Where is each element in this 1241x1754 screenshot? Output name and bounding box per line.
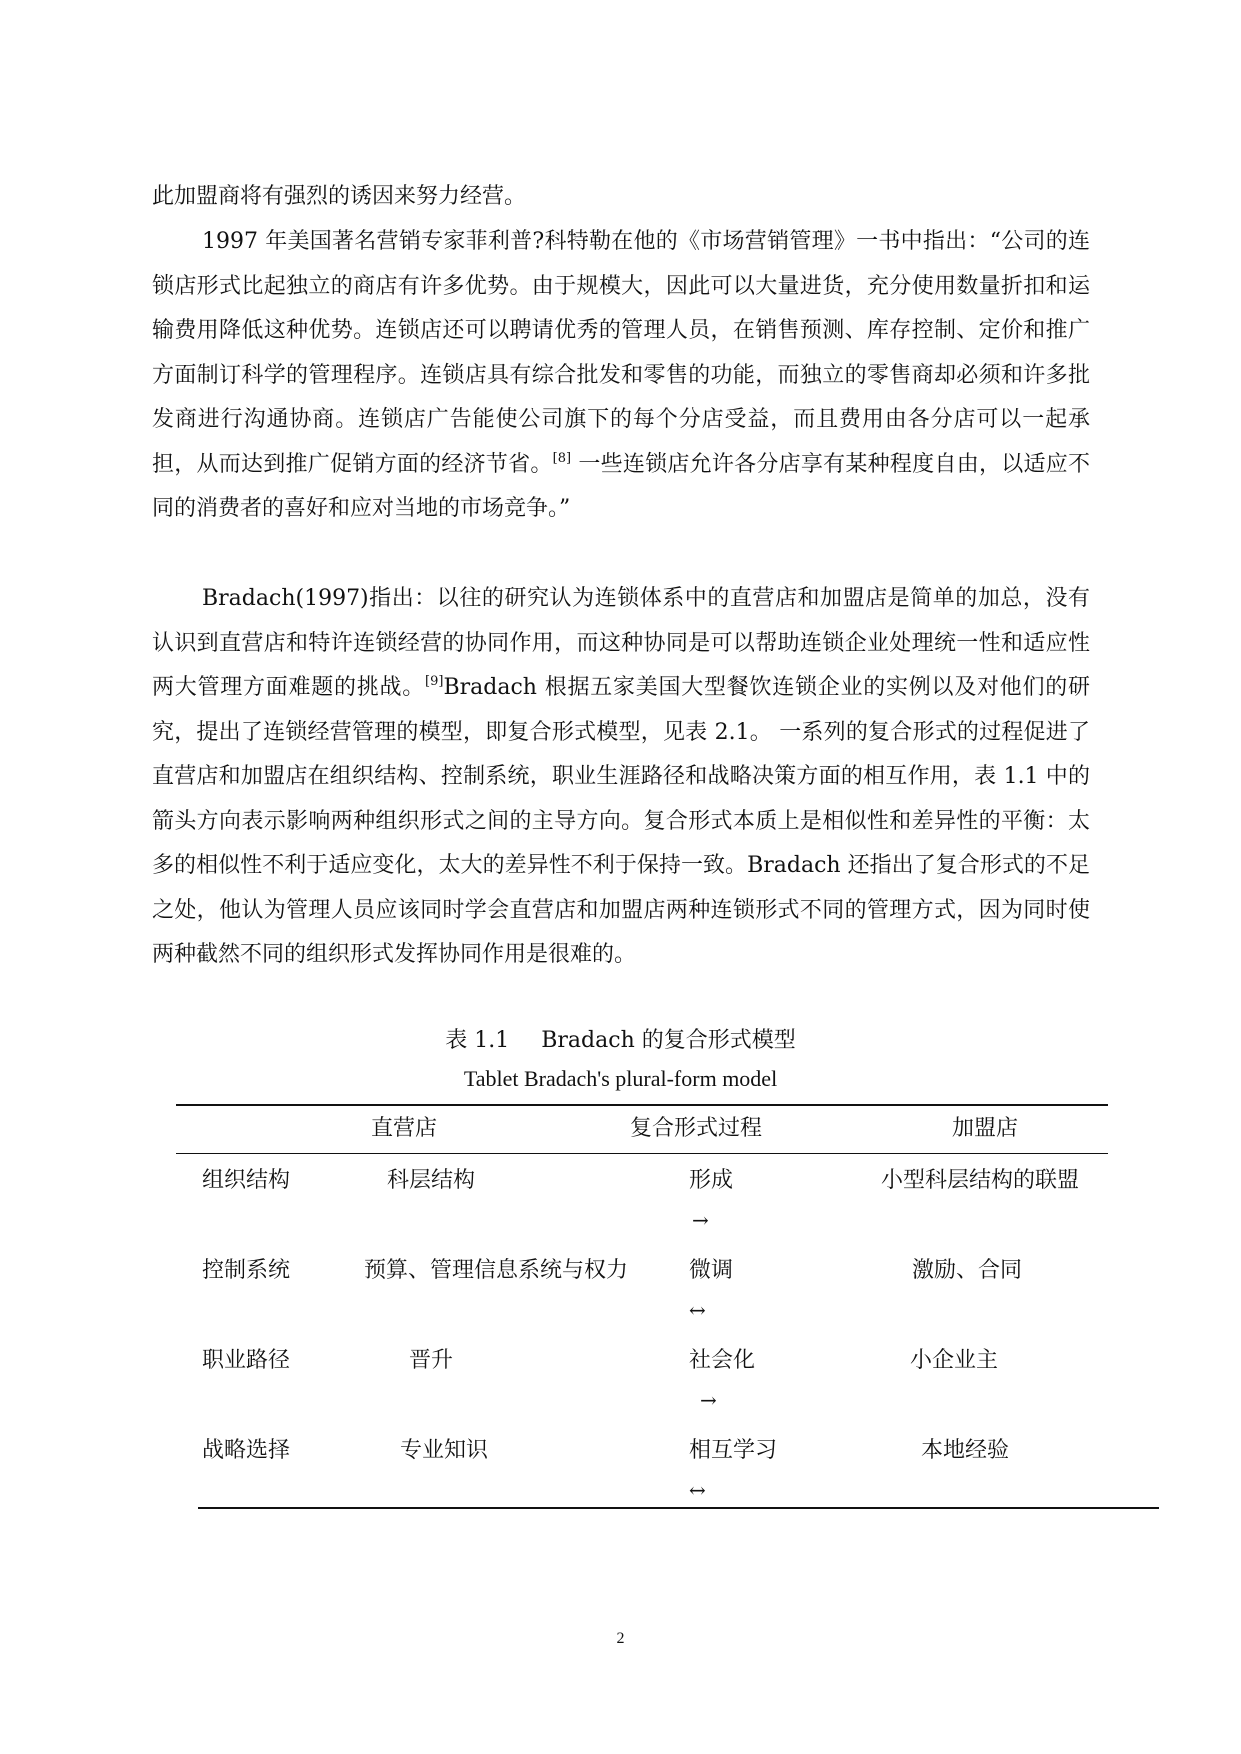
table-caption-english: Tablet Bradach's plural-form model [463, 1066, 778, 1091]
arrow-bidirectional-icon: ↔ [689, 1478, 706, 1502]
row-label-org-structure: 组织结构 [202, 1168, 291, 1193]
row-label-career-path: 职业路径 [202, 1348, 291, 1373]
arrow-bidirectional-icon: ↔ [689, 1298, 706, 1322]
arrow-right-icon: → [692, 1208, 709, 1232]
table-top-rule [176, 1104, 1108, 1106]
cell-process: 相互学习 [689, 1438, 778, 1463]
cell-process: 社会化 [689, 1348, 756, 1373]
header-franchise-store: 加盟店 [951, 1116, 1019, 1141]
cell-direct: 科层结构 [386, 1168, 476, 1193]
cell-franchise: 小型科层结构的联盟 [880, 1168, 1080, 1193]
row-label-control-system: 控制系统 [202, 1258, 291, 1283]
table-header-rule [176, 1153, 1108, 1154]
paragraph-1: 此加盟商将有强烈的诱因来努力经营。 [152, 184, 527, 209]
arrow-right-icon: → [700, 1388, 717, 1412]
cell-direct: 专业知识 [399, 1438, 489, 1463]
paragraph-bradach [152, 577, 1090, 978]
table-title-chinese: Bradach 的复合形式模型 [541, 1028, 796, 1053]
cell-process: 形成 [689, 1168, 734, 1193]
citation-8: [8] [552, 450, 572, 466]
paragraph-kotler-quote [152, 220, 1090, 532]
paragraph-2-text-a: 1997 年美国著名营销专家菲利普?科特勒在他的《市场营销管理》一书中指出：“公司的连锁店形式比起独立的商店有许多优势。由于规模大，因此可以大量进货，充分使用数量折扣和运输费用降低这种优势。连锁店还可以聘请优秀的管理人员，在销售预测、库存控制、定价和推广方面制订科学的管理程序。连锁店具有综合批发和零售的功能，而独立的零售商却必须和许多批发商进行沟通协商。连锁店广告能使公司旗下的每个分店受益，而且费用由各分店可以一起承担，从而达到推广促销方面的经济节省。 [152, 229, 1090, 477]
header-direct-store: 直营店 [370, 1116, 438, 1141]
paragraph-3-text-b: Bradach 根据五家美国大型餐饮连锁企业的实例以及对他们的研究，提出了连锁经营管理的模型，即复合形式模型，见表 2.1。 一系列的复合形式的过程促进了直营店和加盟店在组织结构、控制系统，职业生涯路径和战略决策方面的相互作用，表 1.1 中的箭头方向表示影响两种组织形式之间的主导方向。复合形式本质上是相似性和差异性的平衡：太多的相似性不利于适应变化，太大的差异性不利于保持一致。Bradach 还指出了复合形式的不足之处，他认为管理人员应该同时学会直营店和加盟店两种连锁形式不同的管理方式，因为同时使两种截然不同的组织形式发挥协同作用是很难的。 [152, 675, 1090, 967]
paragraph-3-text-a: Bradach(1997)指出：以往的研究认为连锁体系中的直营店和加盟店是简单的加总，没有认识到直营店和特许连锁经营的协同作用，而这种协同是可以帮助连锁企业处理统一性和适应性两大管理方面难题的挑战。 [152, 586, 1090, 700]
table-number: 表 1.1 [445, 1028, 510, 1053]
cell-direct: 晋升 [408, 1348, 454, 1373]
table-caption-chinese [0, 1023, 1241, 1054]
paragraph-2-text-b: 一些连锁店允许各分店享有某种程度自由，以适应不同的消费者的喜好和应对当地的市场竞争。” [152, 451, 1090, 521]
cell-franchise: 激励、合同 [911, 1258, 1023, 1283]
cell-direct: 预算、管理信息系统与权力 [363, 1258, 629, 1283]
cell-franchise: 小企业主 [909, 1348, 999, 1373]
table-bottom-rule [198, 1507, 1159, 1509]
cell-process: 微调 [689, 1258, 734, 1283]
row-label-strategy-choice: 战略选择 [202, 1438, 291, 1463]
cell-franchise: 本地经验 [920, 1438, 1010, 1463]
page-number: 2 [616, 1630, 625, 1647]
header-plural-process: 复合形式过程 [629, 1116, 763, 1141]
citation-9: [9] [425, 674, 444, 689]
